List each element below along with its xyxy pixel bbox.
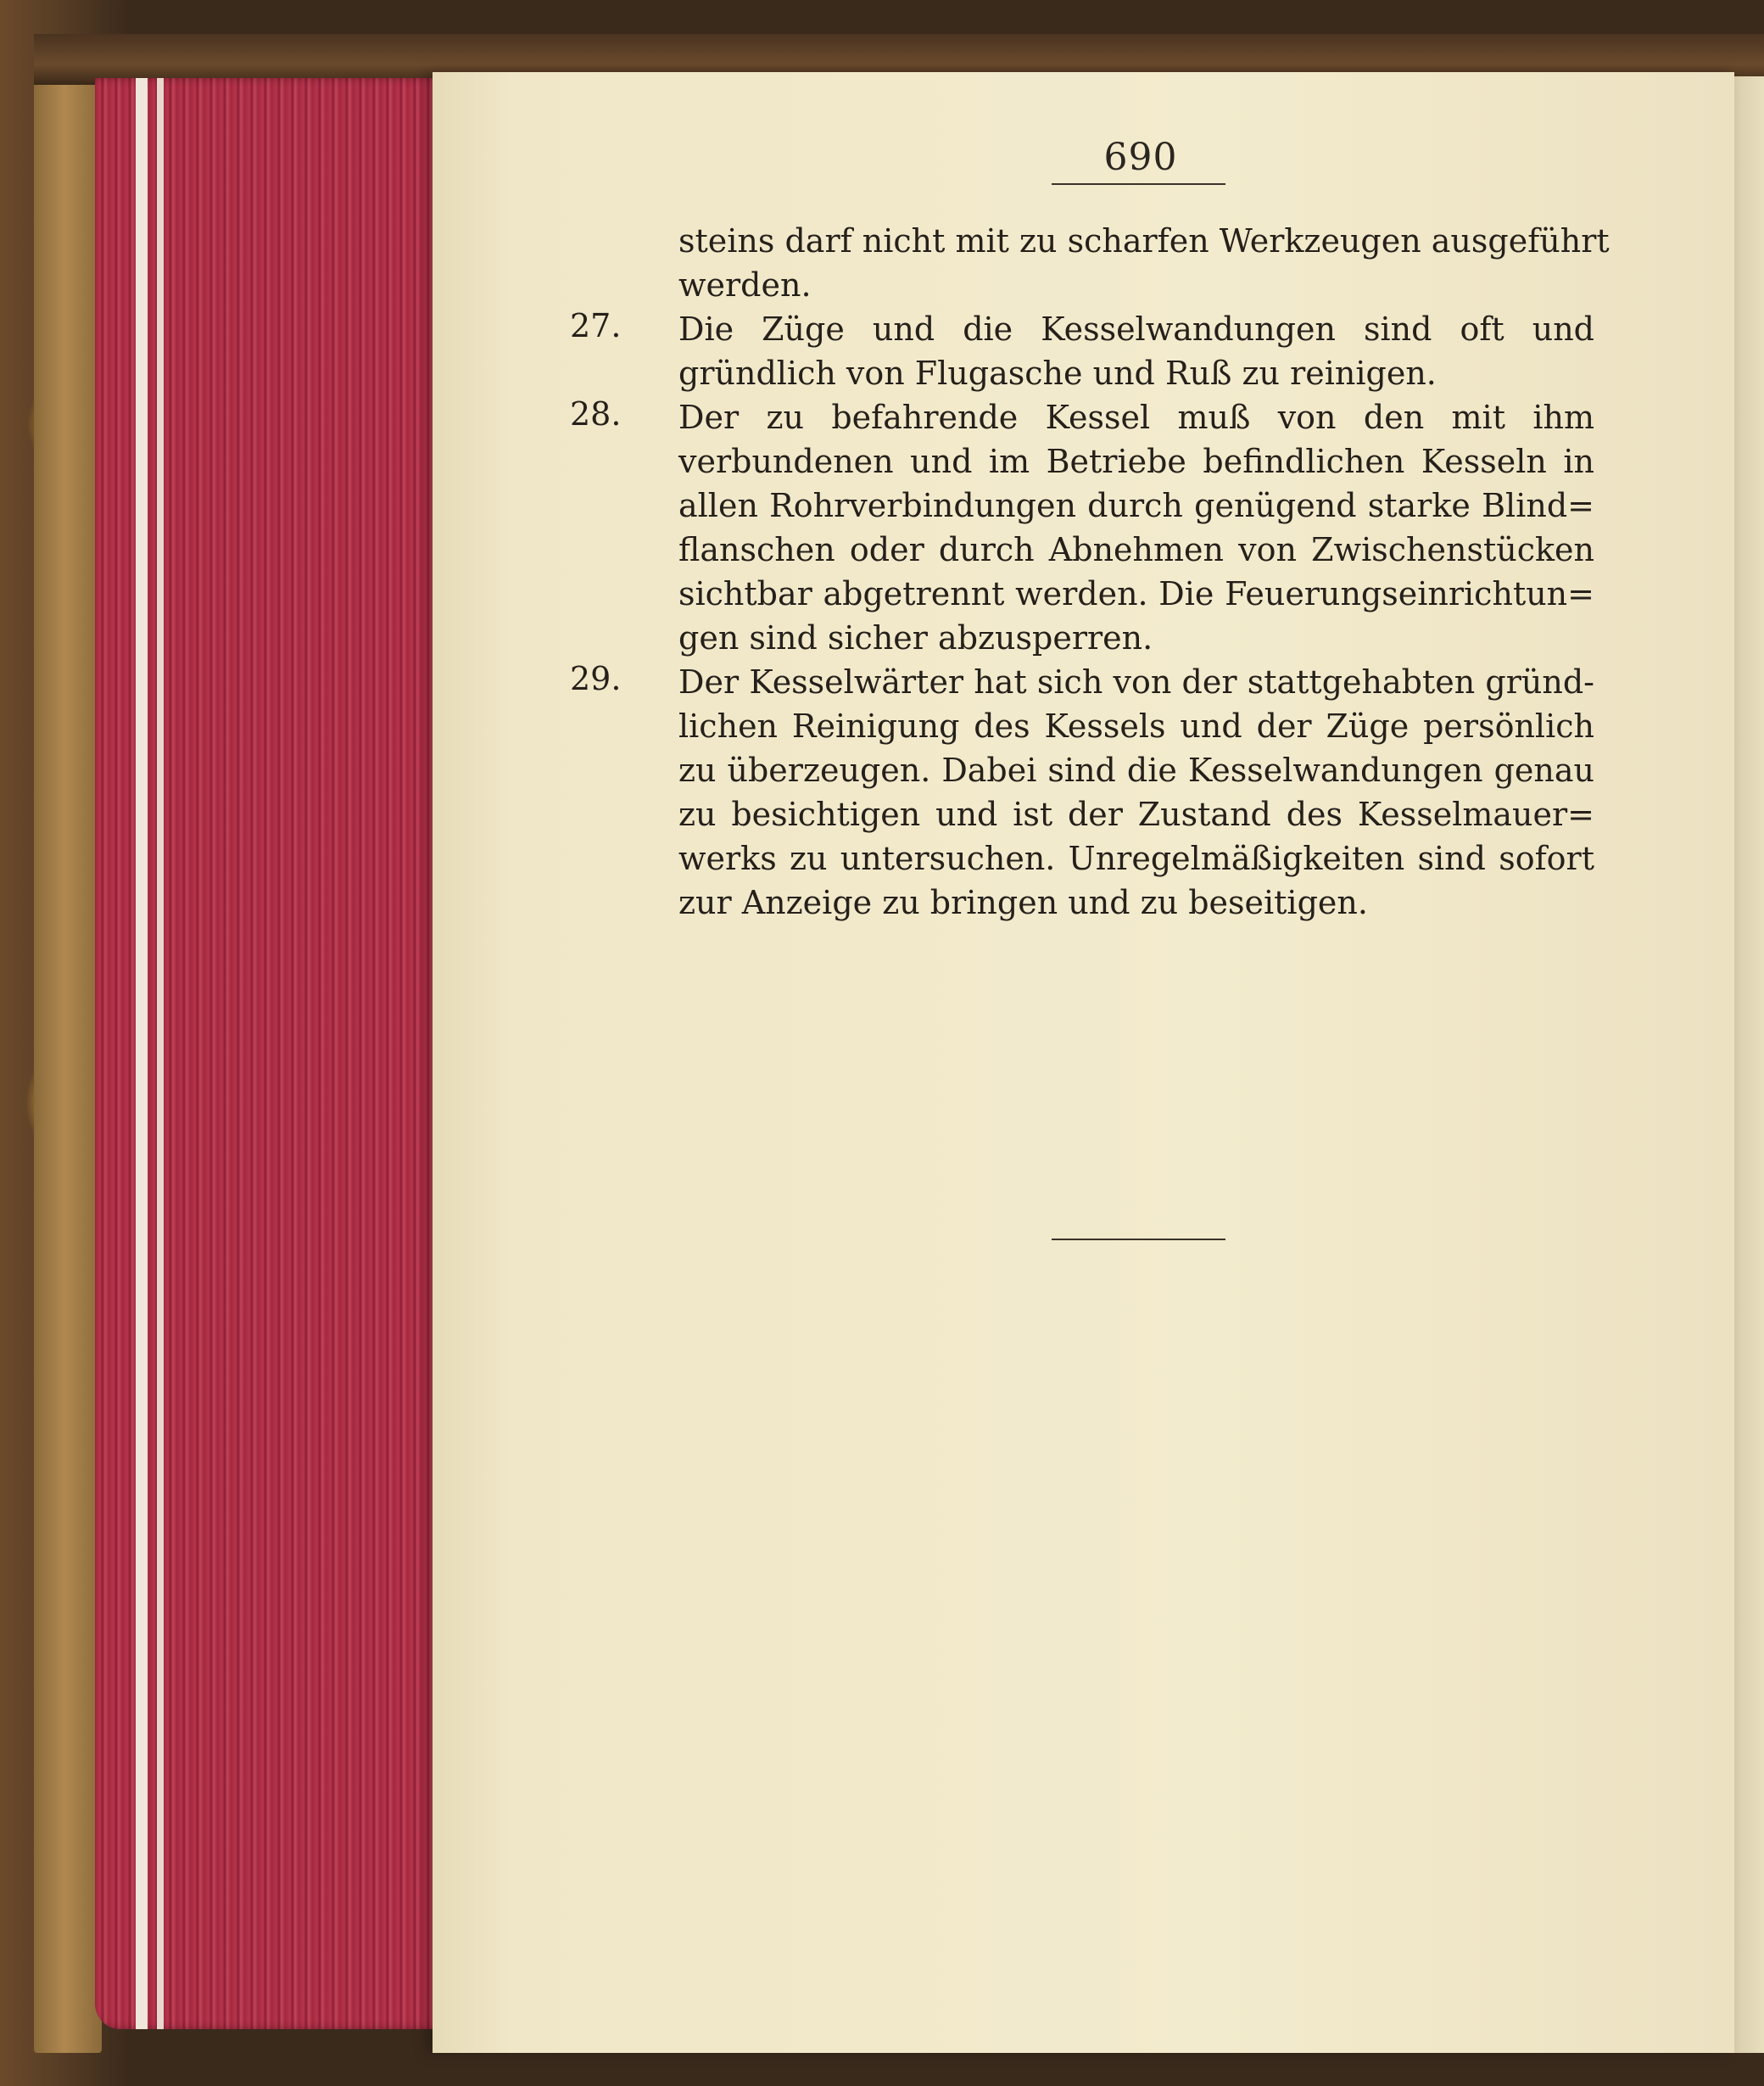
page-edges xyxy=(95,78,451,2029)
text-line: zu besichtigen und ist der Zustand des Kesselmauer= xyxy=(678,796,1594,833)
facing-page-edge xyxy=(1730,76,1764,2053)
text-line: Die Züge und die Kesselwandungen sind oft und xyxy=(678,310,1594,348)
page-edge-highlight xyxy=(157,78,164,2029)
text-line: werden. xyxy=(678,266,812,304)
page-text xyxy=(570,219,1610,925)
text-line: zu überzeugen. Dabei sind die Kesselwandungen genau xyxy=(678,752,1594,789)
header-rule xyxy=(1052,183,1225,185)
text-line: allen Rohrverbindungen durch genügend starke Blind= xyxy=(678,487,1594,524)
page-number: 690 xyxy=(1103,136,1178,179)
text-line: sichtbar abgetrennt werden. Die Feuerungseinrichtun= xyxy=(678,575,1594,612)
list-item-28 xyxy=(570,395,1594,660)
text-line: flanschen oder durch Abnehmen von Zwischenstücken xyxy=(678,531,1594,568)
text-line: Der zu befahrende Kessel muß von den mit ihm xyxy=(678,399,1594,436)
list-item-27 xyxy=(570,307,1594,395)
text-line: steins darf nicht mit zu scharfen Werkzeugen ausgeführt xyxy=(678,222,1610,260)
item-number: 27. xyxy=(570,307,622,344)
text-line: zur Anzeige zu bringen und zu beseitigen. xyxy=(678,884,1368,921)
item-number: 29. xyxy=(570,660,622,697)
text-line: Der Kesselwärter hat sich von der stattgehabten gründ- xyxy=(678,663,1594,701)
list-item-29 xyxy=(570,660,1594,925)
text-line: verbundenen und im Betriebe befindlichen Kesseln in xyxy=(678,443,1594,480)
text-line: gen sind sicher abzusperren. xyxy=(678,619,1153,657)
item-number: 28. xyxy=(570,395,622,433)
page-edge-highlight xyxy=(136,78,148,2029)
text-line: lichen Reinigung des Kessels und der Züge persönlich xyxy=(678,707,1594,745)
text-line: gründlich von Flugasche und Ruß zu reinigen. xyxy=(678,355,1437,392)
text-line: werks zu untersuchen. Unregelmäßigkeiten sind sofort xyxy=(678,840,1594,877)
cover-leather-edge xyxy=(34,34,102,2053)
section-end-rule xyxy=(1052,1239,1225,1240)
